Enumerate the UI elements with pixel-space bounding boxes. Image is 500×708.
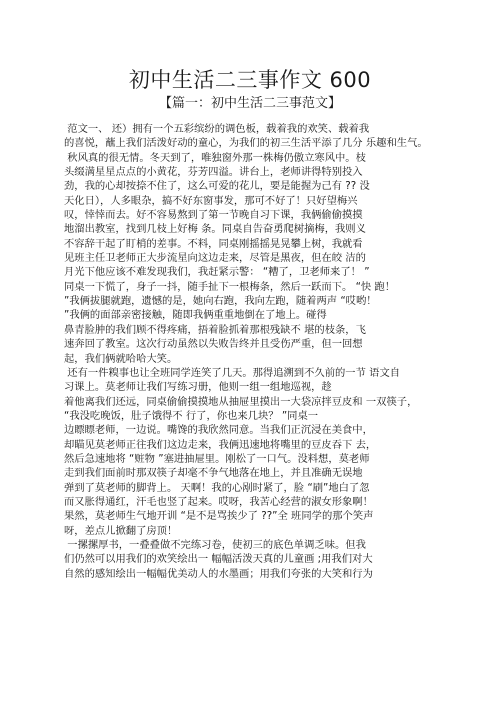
body-line: 弹到了莫老师的脚背上。 天啊！我的心剐时紧了，脸 “刷”地白了忽 xyxy=(64,481,370,494)
body-line: 一摞摞厚书，一叠叠做不完练习卷，使初三的底色单调乏味。但我 xyxy=(64,538,366,551)
body-line: “我没吃晚饭，肚子饿得不 行了，你也来几块？ ”同桌一 xyxy=(64,409,319,422)
body-line: 走到我们面前时那双筷子却毫不争气地落在地上，并且准确无误地 xyxy=(64,467,363,480)
body-line: 叹，悻悻而去。好不容易熬到了第一节晚自习下课，我俩偷偷摸摸 xyxy=(64,209,363,222)
body-line: 习课上。莫老师让我们写练习册，他则一组一组地巡视，趁 xyxy=(64,381,332,394)
document-title: 初中生活二三事作文 600 xyxy=(128,68,372,92)
body-line: 呀，差点儿掀翻了房顶！ xyxy=(64,524,178,537)
body-line: 见班主任卫老师正大步流星向这边走来，尽管是黑夜，但在皎 洁的 xyxy=(64,252,366,265)
body-line: 果然，莫老师生气地开训 “是不是骂挨少了 ??”全 班同学的那个笑声 xyxy=(64,510,374,523)
document-subtitle: 【篇一：初中生活二三事范文】 xyxy=(158,96,341,111)
body-line: 起，我们俩就哈哈大笑。 xyxy=(64,352,178,365)
body-line: 自然的感知绘出一幅幅优美动人的水墨画；用我们夸张的大笑和行为 xyxy=(64,567,373,580)
body-line: 然后急速地将 “赃物 ”塞进抽屉里。刚松了一口气。没料想，莫老师 xyxy=(64,452,370,465)
body-line: 秋风真的很无情。冬天到了，唯独窗外那一株梅仍傲立寒风中。枝 xyxy=(64,151,366,164)
body-line: 同桌一下慌了，身子一抖，随手扯下一根梅条，然后一跃而下。 “快 跑！ xyxy=(64,280,396,293)
body-line: 的喜悦，蘸上我们活泼好动的童心，为我们的初三生活平添了几分 乐趣和生气。 xyxy=(64,137,428,150)
body-line: 边瞟瞟老师，一边说。嘴馋的我欣然同意。当我们正沉浸在美食中， xyxy=(64,424,373,437)
body-line: 劲，我的心却按捺不住了，这么可爱的花儿，要是能握为己有 ?? 没 xyxy=(64,180,370,193)
body-line: 着他离我们还远，同桌偷偷摸摸地从抽屉里摸出一大袋凉拌豆皮和 一双筷子， xyxy=(64,395,418,408)
body-line: 而又胀得通红，汗毛也竖了起来。哎呀，我苦心经营的淑女形象啊！ xyxy=(64,495,373,508)
body-line: 却瞄见莫老师正往我们这边走来，我俩迅速地将嘴里的豆皮吞下 去， xyxy=(64,438,377,451)
body-line: 们仍然可以用我们的欢笑绘出一 幅幅活泼天真的儿童画 ;用我们对大 xyxy=(64,553,373,566)
body-line: 天化日），人多眼杂，搞不好东窗事发，那可不好了！只好望梅兴 xyxy=(64,194,358,207)
body-line: 不容辞干起了盯梢的差事。不料，同桌刚摇摇晃晃攀上树，我就看 xyxy=(64,237,363,250)
body-line: 还有一件糗事也让全班同学连笑了几天。那得追溯到不久前的一节 语文自 xyxy=(64,366,401,379)
body-line: 速奔回了教室。这次行动虽然以失败告终并且受伤严重，但一回想 xyxy=(64,338,363,351)
body-line: 月光下他应该不难发现我们，我赶紧示警： “糟了，卫老师来了！ ” xyxy=(64,266,370,279)
body-line: 头缀满星星点点的小黄花，芬芳四溢。讲台上，老师讲得特别投入 xyxy=(64,166,363,179)
document-body xyxy=(64,122,484,581)
body-line: 鼻青脸肿的我们顾不得疼痛，捂着脸抓着那根残缺不 堪的枝条，飞 xyxy=(64,323,366,336)
body-line: 范文一、 还）拥有一个五彩缤纷的调色板，载着我的欢笑、载着我 xyxy=(64,123,370,135)
body-line: 地溜出教室，找到几枝上好梅 条。同桌自告奋勇爬树摘梅，我则义 xyxy=(64,223,366,236)
body-line: ”我俩的面部亲密接触，随即我俩重重地倒在了地上。碰得 xyxy=(64,309,327,322)
body-line: ”我俩拔腿就跑，遗憾的是，她向右跑，我向左跑，随着两声 “哎哟！ xyxy=(64,295,377,308)
